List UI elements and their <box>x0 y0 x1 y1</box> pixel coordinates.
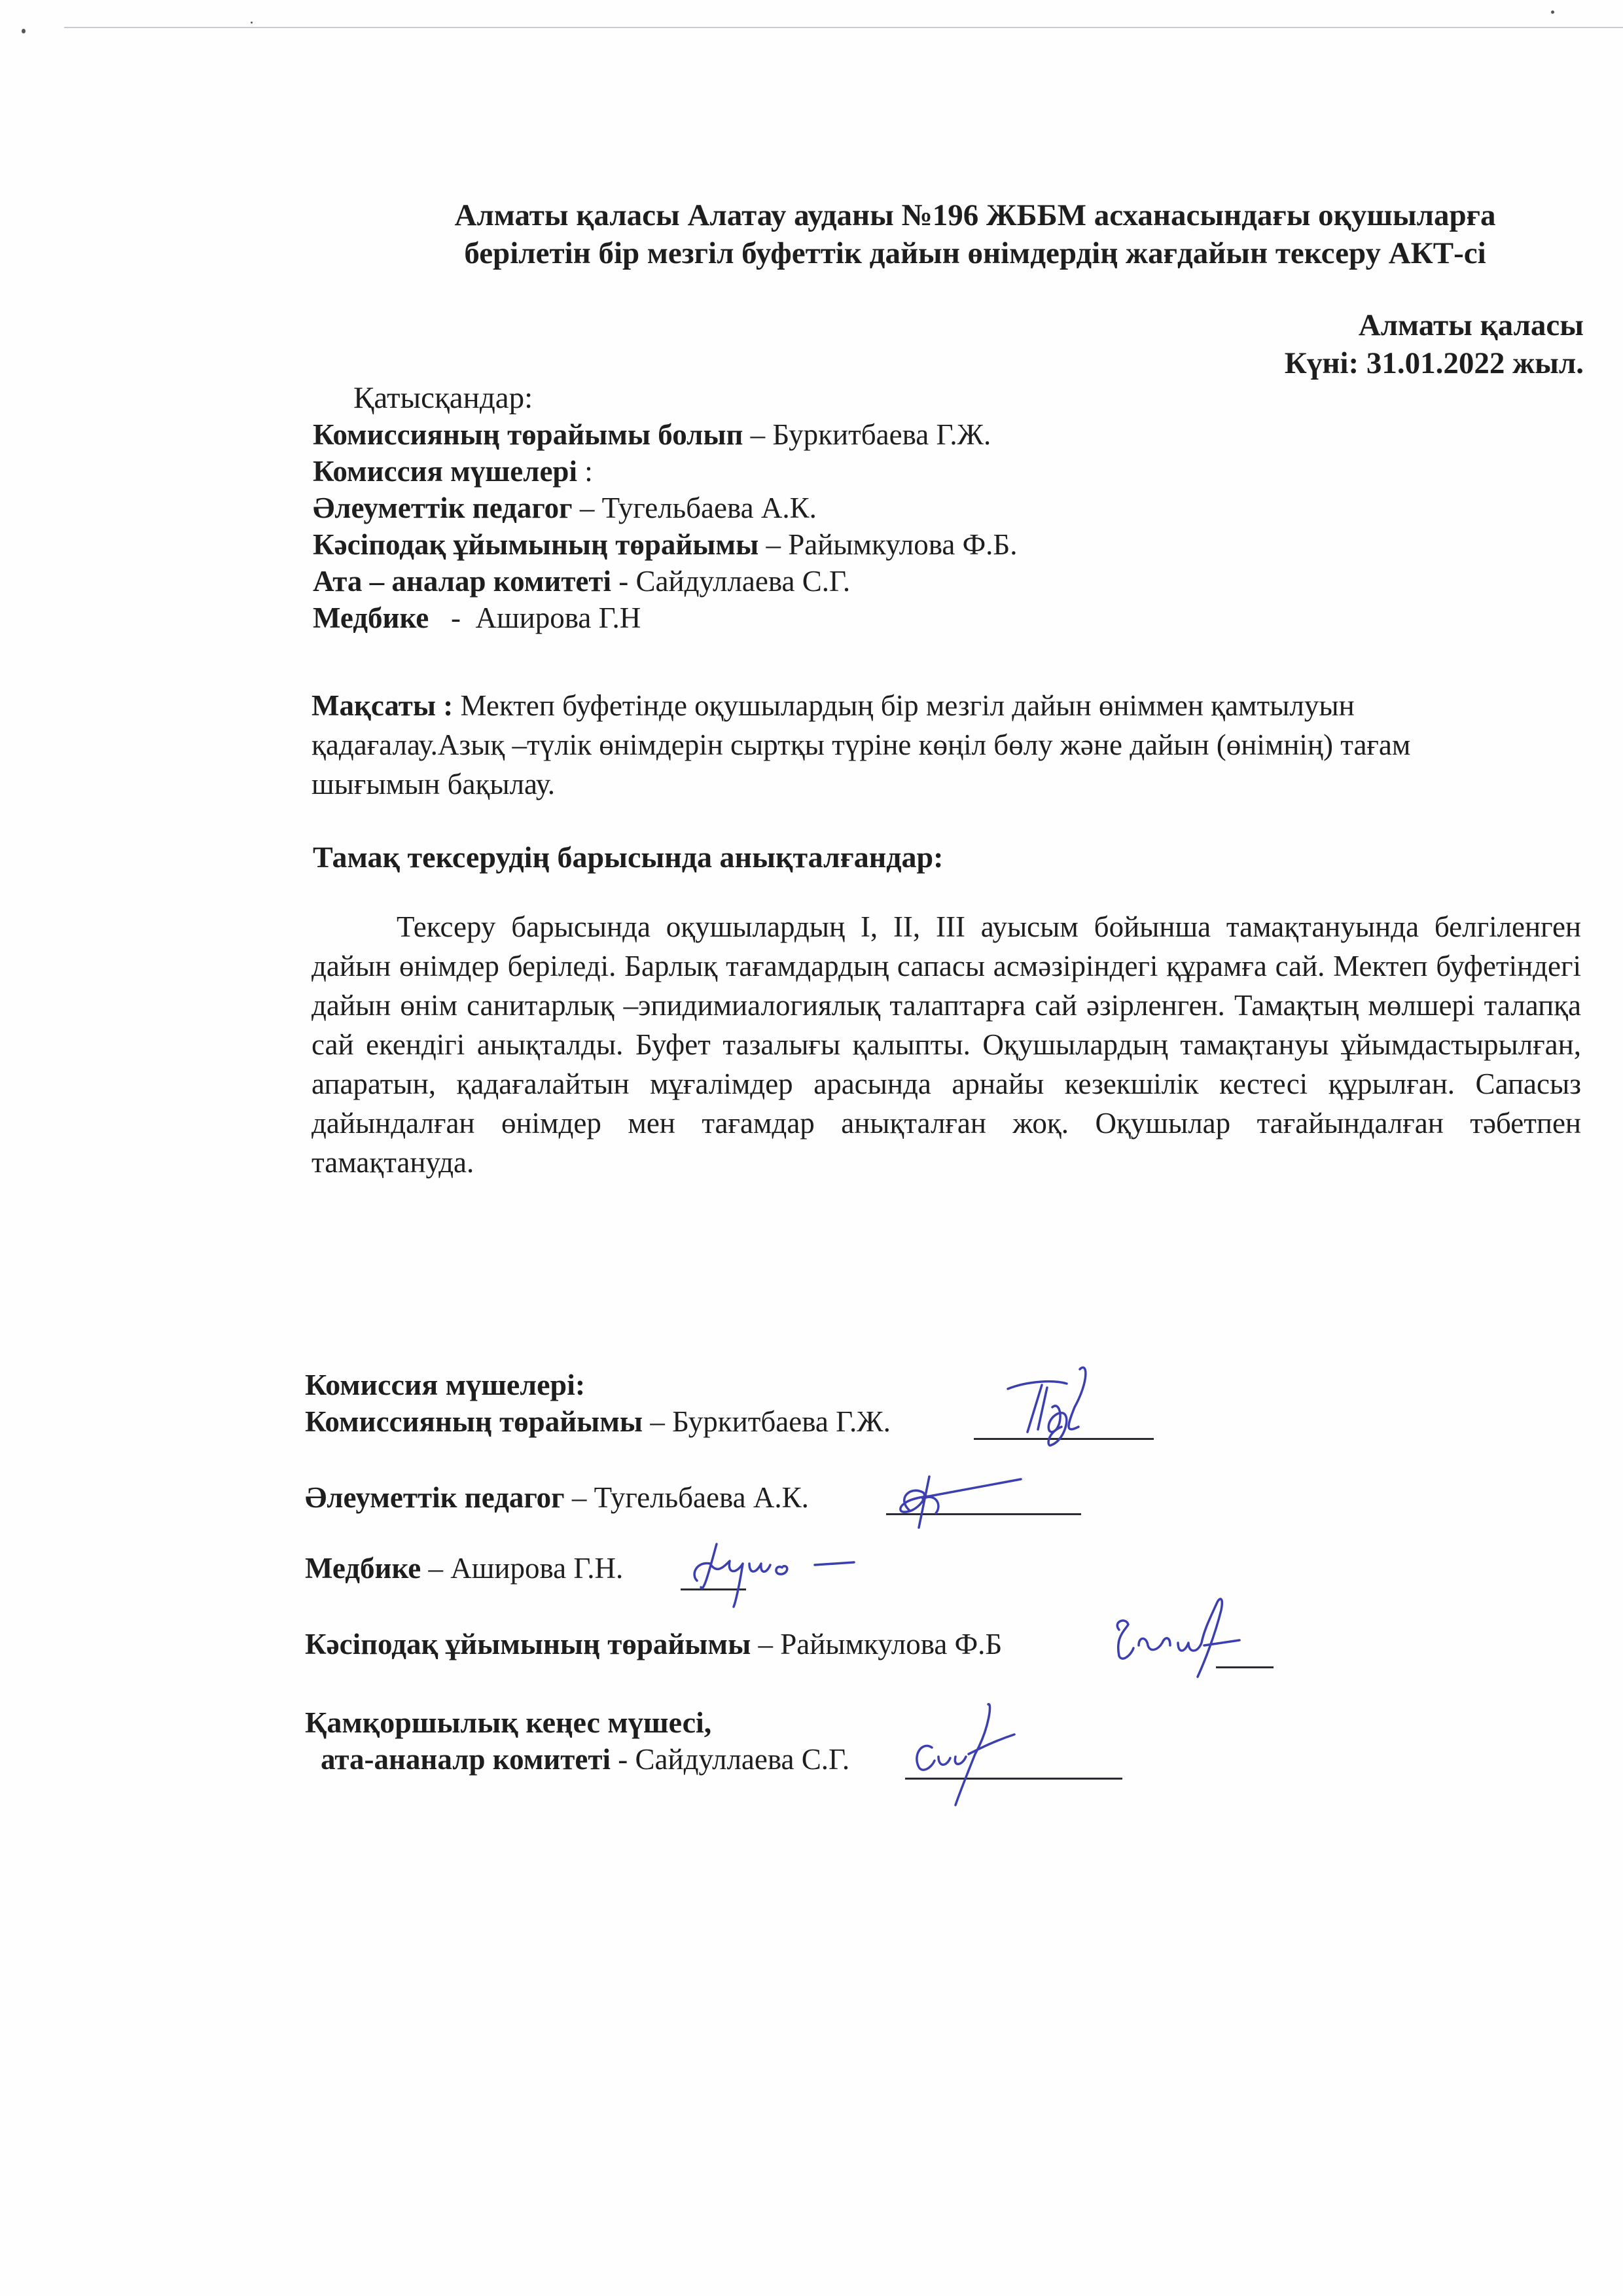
separator: – <box>743 418 773 451</box>
signature-mark <box>1001 1361 1132 1466</box>
participant-row <box>313 454 593 488</box>
participants-heading: Қатысқандар: <box>353 381 533 415</box>
participant-role: Әлеуметтік педагог <box>313 492 573 524</box>
participant-row <box>313 564 850 598</box>
signer-name: Райымкулова Ф.Б <box>780 1628 1003 1660</box>
city-label: Алматы қаласы <box>1358 308 1584 342</box>
participant-row <box>313 528 1018 562</box>
separator: - <box>429 601 476 634</box>
signer-name: Аширова Г.Н. <box>450 1552 624 1585</box>
scan-speck <box>22 29 26 33</box>
participant-role: Комиссияның төрайымы болып <box>313 418 743 451</box>
signature-mark <box>890 1473 1034 1532</box>
findings-heading: Тамақ тексерудің барысында анықталғандар: <box>313 840 944 874</box>
goal-text: Мектеп буфетінде оқушылардың бір мезгіл дайын өніммен қамтылуын қадағалау.Азық –түлік өнімдерін сыртқы түріне көңіл бөлу және дайын (өнімнің) тағам шығымын бақылау. <box>312 689 1411 800</box>
goal-label: Мақсаты : <box>312 689 454 722</box>
goal-paragraph <box>312 686 1503 804</box>
date-label: Күні: 31.01.2022 жыл. <box>1284 346 1584 380</box>
scan-artifact-line <box>64 27 1623 28</box>
signer-role: Комиссияның төрайымы <box>305 1405 643 1438</box>
signature-mark <box>1099 1590 1296 1682</box>
signature-row <box>305 1627 1002 1661</box>
participant-role: Медбике <box>313 601 429 634</box>
signature-row <box>305 1405 891 1439</box>
signature-row <box>305 1551 623 1585</box>
participant-name: Буркитбаева Г.Ж. <box>772 418 991 451</box>
separator: - <box>611 1743 635 1776</box>
signature-mark <box>910 1702 1041 1806</box>
signer-role: Әлеуметтік педагог <box>305 1481 565 1514</box>
participant-role: Комиссия мүшелері <box>313 455 577 488</box>
signature-row <box>305 1480 809 1515</box>
findings-paragraph: Тексеру барысында оқушылардың I, II, III ауысым бойынша тамақтануында белгіленген дайын өнімдер беріледі. Барлық тағамдардың сапасы асмәзіріндегі құрамға сай. Мектеп буфетіндегі дайын өнім санитарлық –эпидимиалогиялық талаптарға сай әзірленген. Тамақтың мөлшері талапқа сай екендігі анықталды. Буфет тазалығы қалыпты. Оқушылардың тамақтануы ұйымдастырылған, апаратын, қадағалайтын мұғалімдер арасында арнайы кезекшілік кестесі құрылған. Сапасыз дайындалған өнімдер мен тағамдар анықталған жоқ. Оқушылар тағайындалған тәбетпен тамақтануда. <box>312 910 1581 1179</box>
signer-role: Медбике <box>305 1552 421 1585</box>
signature-mark <box>684 1541 880 1613</box>
signer-name: Сайдуллаева С.Г. <box>635 1743 850 1776</box>
signatures-heading: Комиссия мүшелері: <box>305 1368 586 1401</box>
document-title <box>393 196 1558 272</box>
participant-row <box>313 418 991 452</box>
participant-name: Райымкулова Ф.Б. <box>788 528 1018 561</box>
signer-name: Тугельбаева А.К. <box>594 1481 809 1514</box>
signer-role-line1: Қамқоршылық кеңес мүшесі, <box>305 1706 712 1739</box>
scan-speck <box>251 22 253 24</box>
participant-role: Кәсіподақ ұйымының төрайымы <box>313 528 759 561</box>
signer-role: Кәсіподақ ұйымының төрайымы <box>305 1628 751 1660</box>
participant-name: Тугельбаева А.К. <box>601 492 817 524</box>
separator: – <box>572 492 602 524</box>
participant-name: Аширова Г.Н <box>475 601 641 634</box>
scan-speck <box>1551 10 1554 14</box>
separator: – <box>643 1405 673 1438</box>
participant-row <box>313 601 641 635</box>
title-line-1: Алматы қаласы Алатау ауданы №196 ЖББМ асханасындағы оқушыларға <box>454 198 1496 232</box>
title-line-2: берілетін бір мезгіл буфеттік дайын өнімдердің жағдайын тексеру АКТ-сі <box>464 236 1486 270</box>
signer-name: Буркитбаева Г.Ж. <box>672 1405 891 1438</box>
separator: – <box>751 1628 781 1660</box>
participant-row <box>313 491 817 525</box>
separator: : <box>577 455 593 488</box>
participant-role: Ата – аналар комитеті <box>313 565 611 598</box>
participant-name: Сайдуллаева С.Г. <box>635 565 851 598</box>
signature-row <box>321 1742 849 1776</box>
separator: - <box>611 565 636 598</box>
separator: – <box>564 1481 594 1514</box>
separator: – <box>758 528 789 561</box>
separator: – <box>421 1552 451 1585</box>
signer-role: ата-ананалр комитеті <box>321 1743 611 1776</box>
